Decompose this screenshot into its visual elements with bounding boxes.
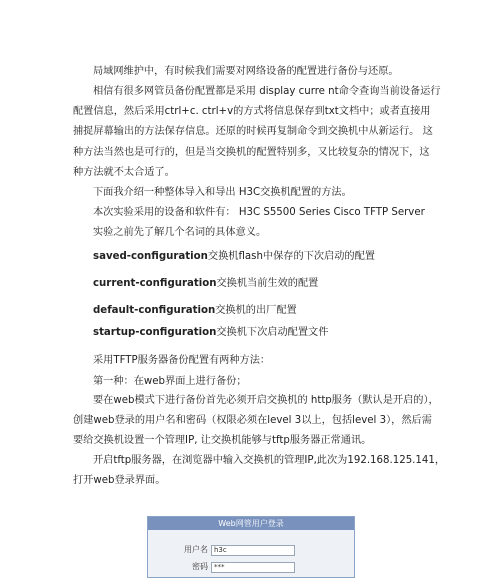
term-definition <box>93 277 318 291</box>
paragraph-line: 实验之前先了解几个名词的具体意义。 <box>93 227 267 238</box>
term-name: default-configuration <box>93 305 216 316</box>
username-label: 用户名 <box>184 545 208 554</box>
paragraph-line: 捕捉屏幕输出的方法保存信息。还原的时候再复制命令到交换机中从新运行。 这 <box>73 126 433 137</box>
password-label: 密码 <box>192 562 208 571</box>
term-definition <box>93 250 375 264</box>
paragraph-line: 创建web登录的用户名和密码（权限必须在level 3以上，包括level 3），然后需 <box>73 415 432 426</box>
paragraph-line: 下面我介绍一种整体导入和导出 H3C交换机配置的方法。 <box>93 187 352 198</box>
paragraph-line: 要在web模式下进行备份首先必须开启交换机的 http服务（默认是开启的）， <box>93 395 439 406</box>
term-description: 交换机当前生效的配置 <box>216 278 319 289</box>
login-title: Web网管用户登录 <box>148 517 354 530</box>
term-definition <box>93 326 328 340</box>
paragraph-line: 要给交换机设置一个管理IP, 让交换机能够与tftp服务器正常通讯。 <box>73 435 372 446</box>
paragraph-line: 种方法当然也是可行的，但是当交换机的配置特别多，又比较复杂的情况下，这 <box>73 147 430 158</box>
paragraph-line: 种方法就不太合适了。 <box>73 167 175 178</box>
term-name: saved-configuration <box>93 251 208 262</box>
paragraph-line: 采用TFTP服务器备份配置有两种方法： <box>93 355 271 366</box>
paragraph-line: 打开web登录界面。 <box>73 475 166 486</box>
paragraph-line: 本次实验采用的设备和软件有： H3C S5500 Series Cisco TFTP Server <box>93 207 425 218</box>
paragraph-line: 相信有很多网管员备份配置都是采用 display curre nt命令查询当前设备运行 <box>93 86 441 97</box>
term-name: current-configuration <box>93 278 217 289</box>
username-input[interactable]: h3c <box>211 545 295 556</box>
username-row <box>148 544 354 558</box>
paragraph-line: 开启tftp服务器，在浏览器中输入交换机的管理IP,此次为192.168.125.141， <box>93 455 446 466</box>
term-name: startup-configuration <box>93 327 217 338</box>
paragraph-line: 第一种：在web界面上进行备份； <box>93 376 247 387</box>
password-row <box>148 561 354 575</box>
term-description: 交换机flash中保存的下次启动的配置 <box>207 251 375 262</box>
password-input[interactable]: *** <box>211 562 295 573</box>
term-description: 交换机下次启动配置文件 <box>216 327 329 338</box>
paragraph-line: 局域网维护中，有时候我们需要对网络设备的配置进行备份与还原。 <box>93 66 399 77</box>
paragraph-line: 配置信息，然后采用ctrl+c. ctrl+v的方式将信息保存到txt文档中；或者直接用 <box>73 106 431 117</box>
term-definition <box>93 304 297 318</box>
term-description: 交换机的出厂配置 <box>215 305 297 316</box>
web-login-screenshot <box>147 516 355 578</box>
